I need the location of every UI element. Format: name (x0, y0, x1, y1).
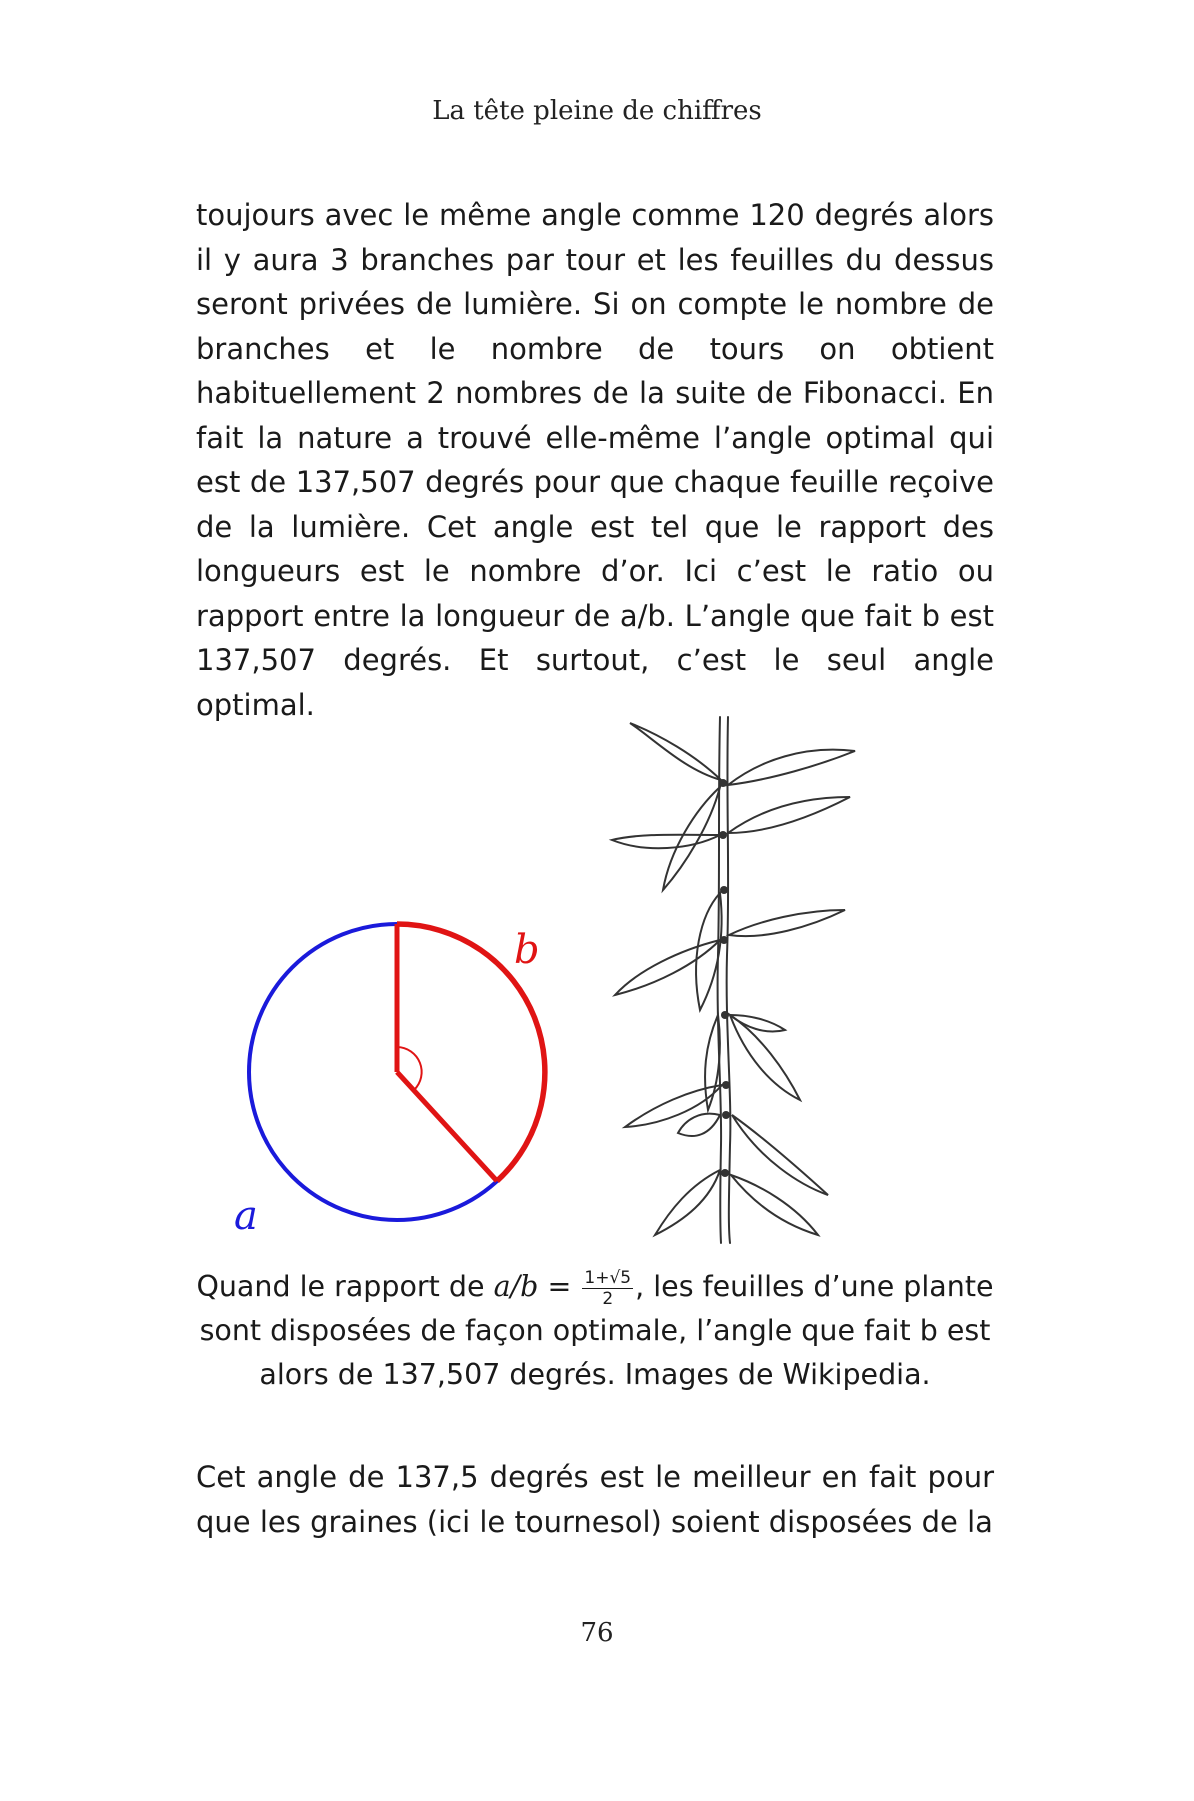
radius-diagonal (397, 1072, 497, 1181)
plant-stem (727, 717, 731, 1243)
node (719, 779, 727, 787)
node (720, 936, 728, 944)
paragraph-2: Cet angle de 137,5 degrés est le meilleur en fait pour que les graines (ici le tournesol) soient disposées de la (196, 1460, 994, 1539)
node (721, 1169, 729, 1177)
fraction-denominator: 2 (602, 1288, 614, 1309)
figure-golden-angle (220, 715, 1000, 1245)
node (719, 831, 727, 839)
node (721, 1011, 729, 1019)
node (722, 1111, 730, 1119)
running-head-title: La tête pleine de chiffres (432, 96, 762, 126)
leaf-bottom-left-1 (678, 1114, 720, 1136)
paragraph-1: toujours avec le même angle comme 120 degrés alors il y aura 3 branches par tour et les feuilles du dessus seront privées de lumière. Si on compte le nombre de branches et le nombre de tours on obtient habituellement 2 nombres de la suite de Fibonacci. En fait la nature a trouvé elle-même l’angle optimal qui est de 137,507 degrés pour que chaque feuille reçoive de la lumière. Cet angle est tel que le rapport des longueurs est le nombre d’or. Ici c’est le ratio ou rapport entre la longueur de a/b. L’angle que fait b est 137,507 degrés. Et surtout, c’est le seul angle optimal. (196, 198, 994, 722)
node (722, 1081, 730, 1089)
caption-suffix: , les feuilles d’une plante sont disposées de façon optimale, l’angle que fait b est alors de 137,507 degrés. Images de Wikipedia. (199, 1270, 994, 1391)
leaf-top-right (728, 750, 855, 785)
label-a: a (234, 1193, 258, 1239)
leaf-lower-right-2 (730, 1015, 785, 1032)
leaf-middle-left-2 (615, 940, 720, 995)
page-number: 76 (580, 1618, 614, 1648)
caption-prefix: Quand le rapport de (196, 1270, 494, 1303)
leaf-upper-left-2 (612, 835, 720, 848)
leaf-middle-right (729, 910, 845, 936)
golden-angle-circle-diagram (220, 920, 550, 1250)
leaf-upper-right (728, 797, 850, 833)
golden-ratio-fraction (582, 1268, 633, 1309)
leaf-bottom-left-2 (655, 1170, 720, 1235)
leaf-lower-right-3 (732, 1115, 828, 1195)
plant-illustration (560, 715, 890, 1245)
node (720, 886, 728, 894)
leaf-top-left (630, 723, 721, 780)
leaf-lower-right-1 (730, 1015, 800, 1100)
caption-equals: = (538, 1270, 581, 1303)
caption-math-ratio: a/b (493, 1270, 539, 1303)
label-b: b (514, 927, 540, 973)
fraction-numerator: 1+√5 (584, 1267, 632, 1288)
figure-caption (196, 1265, 994, 1397)
